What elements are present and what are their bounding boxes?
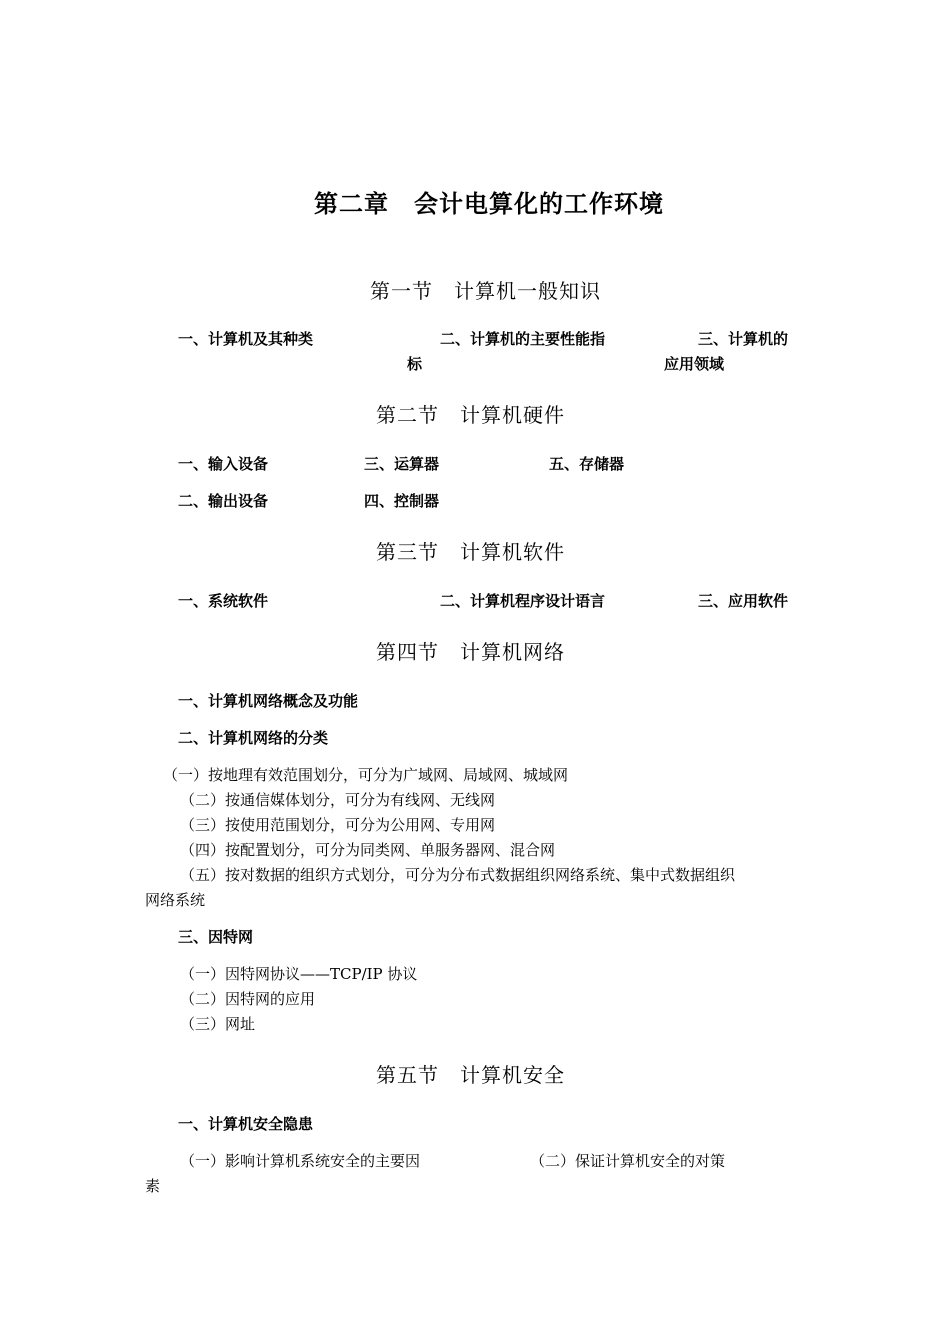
s4-net-2: （二）因特网的应用 bbox=[180, 990, 316, 1008]
s5-sub-2: （二）保证计算机安全的对策 bbox=[530, 1152, 726, 1170]
section-2-title: 第二节 计算机硬件 bbox=[376, 403, 565, 427]
s4-class-3: （三）按使用范围划分，可分为公用网、专用网 bbox=[180, 816, 496, 834]
s1-item-2-cont: 标 bbox=[407, 355, 423, 373]
s4-class-1: （一）按地理有效范围划分，可分为广域网、局域网、城域网 bbox=[163, 766, 569, 784]
s2-item-3: 三、运算器 bbox=[364, 455, 440, 473]
section-5-title: 第五节 计算机安全 bbox=[376, 1063, 565, 1087]
s4-item-2: 二、计算机网络的分类 bbox=[178, 729, 329, 747]
s4-class-5-cont: 网络系统 bbox=[145, 891, 206, 909]
s5-sub-1-cont: 素 bbox=[145, 1177, 161, 1195]
s4-net-1: （一）因特网协议——TCP/IP 协议 bbox=[180, 965, 418, 983]
s2-item-1: 一、输入设备 bbox=[178, 455, 269, 473]
s1-item-3-cont: 应用领域 bbox=[664, 355, 725, 373]
s4-item-3: 三、因特网 bbox=[178, 928, 254, 946]
s4-class-2: （二）按通信媒体划分，可分为有线网、无线网 bbox=[180, 791, 496, 809]
s2-item-2: 二、输出设备 bbox=[178, 492, 269, 510]
chapter-title: 第二章 会计电算化的工作环境 bbox=[314, 190, 664, 218]
s4-net-3: （三）网址 bbox=[180, 1015, 256, 1033]
s2-item-5: 五、存储器 bbox=[549, 455, 625, 473]
s1-item-3: 三、计算机的 bbox=[698, 330, 789, 348]
section-3-title: 第三节 计算机软件 bbox=[376, 540, 565, 564]
s4-item-1: 一、计算机网络概念及功能 bbox=[178, 692, 359, 710]
s4-class-5: （五）按对数据的组织方式划分，可分为分布式数据组织网络系统、集中式数据组织 bbox=[180, 866, 736, 884]
s1-item-1: 一、计算机及其种类 bbox=[178, 330, 314, 348]
s1-item-2: 二、计算机的主要性能指 bbox=[440, 330, 606, 348]
section-1-title: 第一节 计算机一般知识 bbox=[370, 279, 601, 303]
s4-class-4: （四）按配置划分，可分为同类网、单服务器网、混合网 bbox=[180, 841, 556, 859]
s5-item-1: 一、计算机安全隐患 bbox=[178, 1115, 314, 1133]
s3-item-1: 一、系统软件 bbox=[178, 592, 269, 610]
section-4-title: 第四节 计算机网络 bbox=[376, 640, 565, 664]
s5-sub-1: （一）影响计算机系统安全的主要因 bbox=[180, 1152, 421, 1170]
s2-item-4: 四、控制器 bbox=[364, 492, 440, 510]
s3-item-2: 二、计算机程序设计语言 bbox=[440, 592, 606, 610]
s3-item-3: 三、应用软件 bbox=[698, 592, 789, 610]
